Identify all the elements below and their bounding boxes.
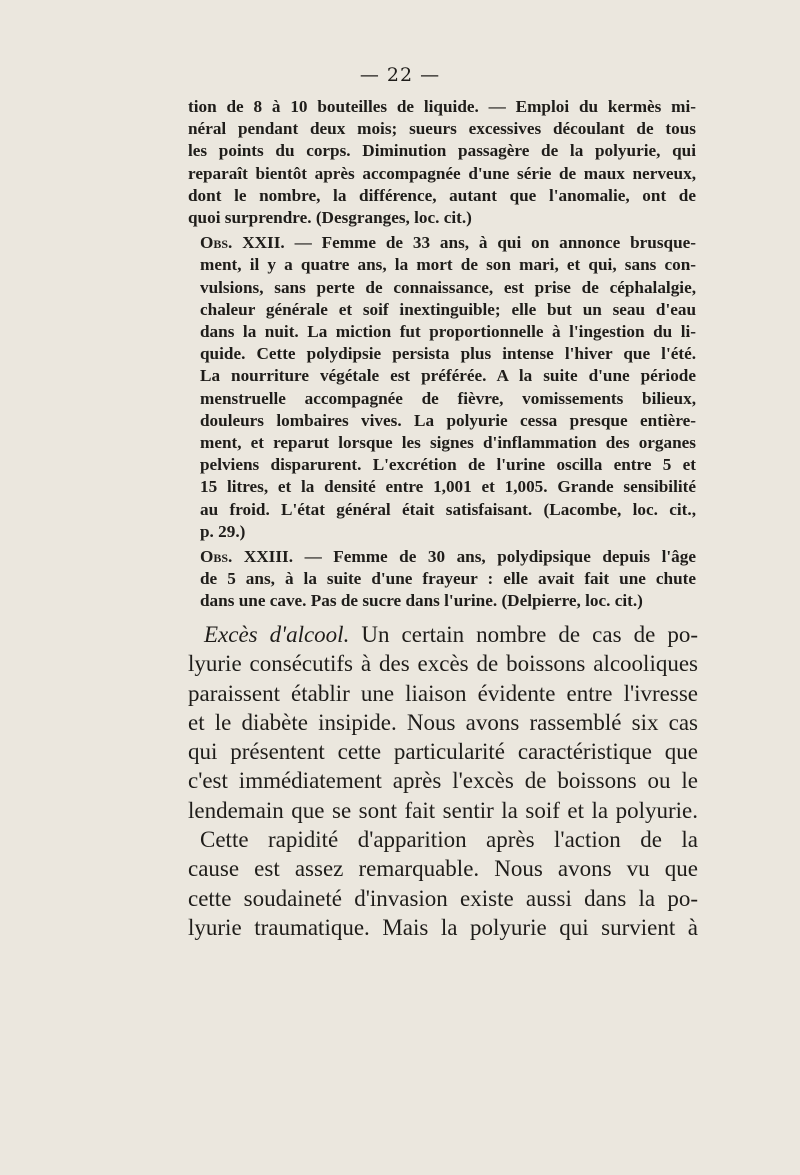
text-line: reparaît bientôt après accompagnée d'une série de maux nerveux, — [188, 163, 696, 183]
observation-xxiii — [188, 546, 696, 613]
text-line: lyurie consécutifs à des excès de boissons alcooliques — [188, 651, 698, 677]
section-heading: Excès d'alcool. — [204, 622, 350, 647]
text-line: qui présentent cette particularité caractéristique que — [188, 739, 698, 765]
main-text-block — [188, 620, 698, 942]
text-line: les points du corps. Diminution passagère de la polyurie, qui — [188, 141, 696, 161]
text-line: et le diabète insipide. Nous avons rassemblé six cas — [188, 709, 698, 735]
text-line: c'est immédiatement après l'excès de boissons ou le — [188, 768, 698, 794]
text-line: Obs. XXIII. — Femme de 30 ans, polydipsique depuis l'âge — [200, 547, 696, 567]
observations-block — [188, 96, 696, 613]
text-line: lendemain que se sont fait sentir la soif et la polyurie. — [188, 797, 698, 823]
text-line: quide. Cette polydipsie persista plus intense l'hiver que l'été. — [200, 344, 696, 364]
text-line: La nourriture végétale est préférée. A la suite d'une période — [200, 366, 696, 386]
text-line: vulsions, sans perte de connaissance, est prise de céphalalgie, — [200, 277, 696, 297]
text-line: chaleur générale et soif inextinguible; elle but un seau d'eau — [200, 299, 696, 319]
text-line: dans la nuit. La miction fut proportionnelle à l'ingestion du li- — [200, 322, 696, 342]
text-line: néral pendant deux mois; sueurs excessives découlant de tous — [188, 119, 696, 139]
text-line: au froid. L'état général était satisfaisant. (Lacombe, loc. cit., — [200, 499, 696, 519]
text-line: Obs. XXII. — Femme de 33 ans, à qui on annonce brusque- — [200, 233, 697, 253]
text-line: ment, il y a quatre ans, la mort de son mari, et qui, sans con- — [200, 255, 696, 275]
alcohol-section-paragraph — [188, 620, 698, 825]
text-line: paraissent établir une liaison évidente entre l'ivresse — [188, 680, 698, 706]
text-line: tion de 8 à 10 bouteilles de liquide. — Emploi du kermès mi- — [188, 97, 696, 116]
text-line: dans une cave. Pas de sucre dans l'urine. (Delpierre, loc. cit.) — [200, 591, 643, 611]
text-line: douleurs lombaires vives. La polyurie cessa presque entière- — [200, 410, 696, 430]
text-line: cause est assez remarquable. Nous avons vu que — [188, 856, 698, 882]
text-line: quoi surprendre. (Desgranges, loc. cit.) — [188, 208, 472, 228]
text-line: menstruelle accompagnée de fièvre, vomissements bilieux, — [200, 388, 696, 408]
text-line: p. 29.) — [200, 521, 246, 541]
text-line: ment, et reparut lorsque les signes d'inflammation des organes — [200, 433, 696, 453]
text-line: Cette rapidité d'apparition après l'action de la — [200, 827, 698, 853]
text-line: 15 litres, et la densité entre 1,001 et 1,005. Grande sensibilité — [200, 477, 696, 497]
rapidity-paragraph — [188, 825, 698, 942]
continued-paragraph — [188, 96, 696, 229]
observation-xxii — [188, 232, 696, 543]
page-number: — 22 — — [359, 64, 441, 86]
observation-label: Obs. XXII. — [200, 233, 285, 253]
text-line: dont le nombre, la différence, autant que l'anomalie, ont de — [188, 185, 696, 205]
text-line: cette soudaineté d'invasion existe aussi dans la po- — [188, 885, 698, 911]
text-line: de 5 ans, à la suite d'une frayeur : elle avait fait une chute — [200, 569, 696, 589]
text-line: lyurie traumatique. Mais la polyurie qui survient à — [188, 914, 698, 940]
text-line: pelviens disparurent. L'excrétion de l'urine oscilla entre 5 et — [200, 455, 696, 475]
text-line: Excès d'alcool. Un certain nombre de cas de po- — [204, 622, 698, 647]
observation-label: Obs. XXIII. — [200, 547, 294, 567]
